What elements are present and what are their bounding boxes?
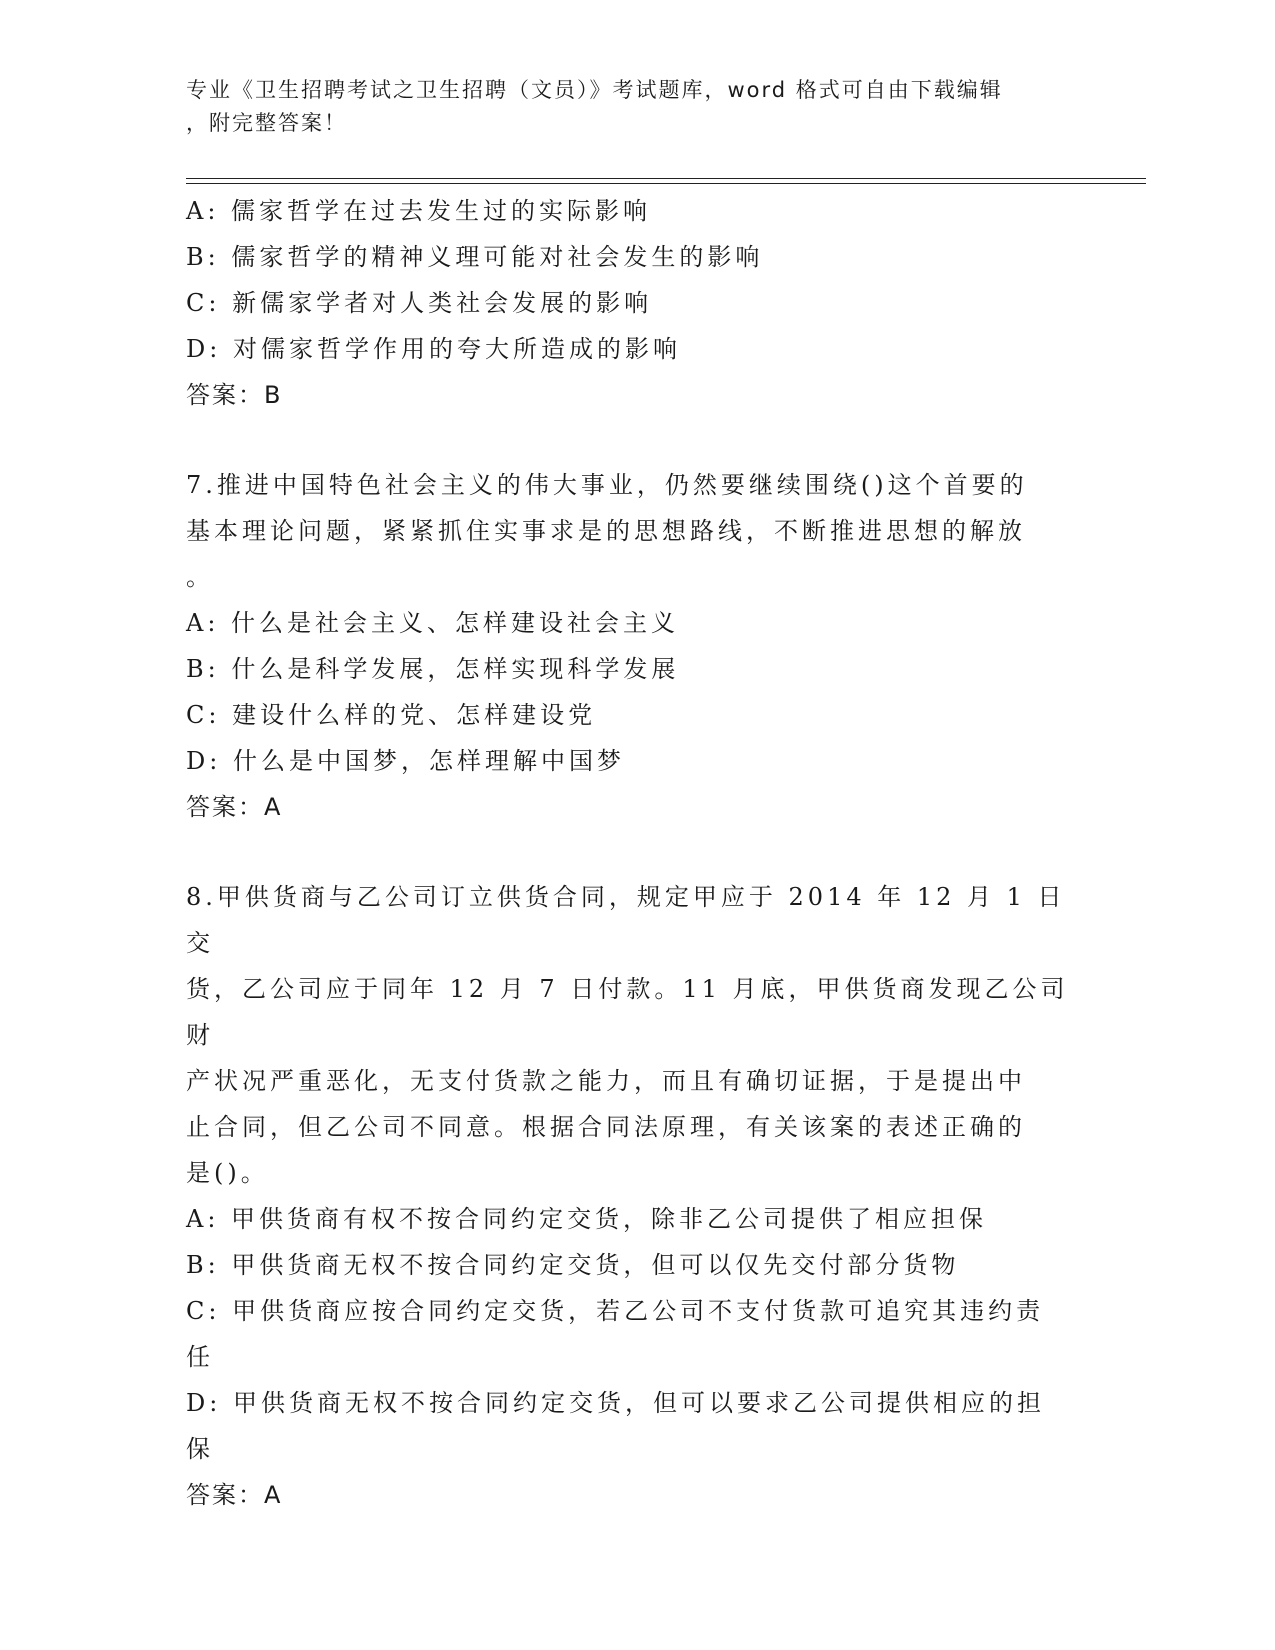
document-header <box>186 74 1086 140</box>
option-a: A: 儒家哲学在过去发生过的实际影响 <box>186 197 652 225</box>
option-d: D: 甲供货商无权不按合同约定交货，但可以要求乙公司提供相应的担 <box>186 1389 1045 1417</box>
header-line-1: 专业《卫生招聘考试之卫生招聘（文员）》考试题库，word 格式可自由下载编辑 <box>186 78 1003 102</box>
option-b: B: 甲供货商无权不按合同约定交货，但可以仅先交付部分货物 <box>186 1251 960 1279</box>
question-8 <box>186 874 1086 1518</box>
header-divider-bottom <box>186 183 1146 184</box>
option-a: A: 什么是社会主义、怎样建设社会主义 <box>186 609 680 637</box>
spacer <box>186 418 1086 462</box>
question-stem-line: 8.甲供货商与乙公司订立供货合同，规定甲应于 2014 年 12 月 1 日交 <box>186 883 1066 957</box>
question-stem-line: 货，乙公司应于同年 12 月 7 日付款。11 月底，甲供货商发现乙公司财 <box>186 975 1069 1049</box>
question-6 <box>186 188 1086 418</box>
document-body <box>186 188 1086 1518</box>
answer-line: 答案：A <box>186 793 283 821</box>
question-stem-line: 基本理论问题，紧紧抓住实事求是的思想路线，不断推进思想的解放 <box>186 517 1026 545</box>
question-stem-line: 7.推进中国特色社会主义的伟大事业，仍然要继续围绕()这个首要的 <box>186 471 1028 499</box>
option-b: B: 什么是科学发展，怎样实现科学发展 <box>186 655 680 683</box>
answer-line: 答案：A <box>186 1481 283 1509</box>
option-d: D: 什么是中国梦，怎样理解中国梦 <box>186 747 625 775</box>
question-stem-line: 。 <box>186 563 214 591</box>
spacer <box>186 830 1086 874</box>
option-d-continued: 保 <box>186 1435 214 1463</box>
header-divider-top <box>186 178 1146 179</box>
question-stem-line: 是()。 <box>186 1159 269 1187</box>
option-c: C: 建设什么样的党、怎样建设党 <box>186 701 597 729</box>
question-stem-line: 产状况严重恶化，无支付货款之能力，而且有确切证据，于是提出中 <box>186 1067 1026 1095</box>
option-d: D: 对儒家哲学作用的夸大所造成的影响 <box>186 335 681 363</box>
option-c: C: 新儒家学者对人类社会发展的影响 <box>186 289 653 317</box>
option-c: C: 甲供货商应按合同约定交货，若乙公司不支付货款可追究其违约责 <box>186 1297 1045 1325</box>
question-7 <box>186 462 1086 830</box>
answer-line: 答案：B <box>186 381 283 409</box>
question-stem-line: 止合同，但乙公司不同意。根据合同法原理，有关该案的表述正确的 <box>186 1113 1026 1141</box>
option-b: B: 儒家哲学的精神义理可能对社会发生的影响 <box>186 243 764 271</box>
option-a: A: 甲供货商有权不按合同约定交货，除非乙公司提供了相应担保 <box>186 1205 988 1233</box>
option-c-continued: 任 <box>186 1343 214 1371</box>
header-line-2: ，附完整答案！ <box>186 111 347 135</box>
